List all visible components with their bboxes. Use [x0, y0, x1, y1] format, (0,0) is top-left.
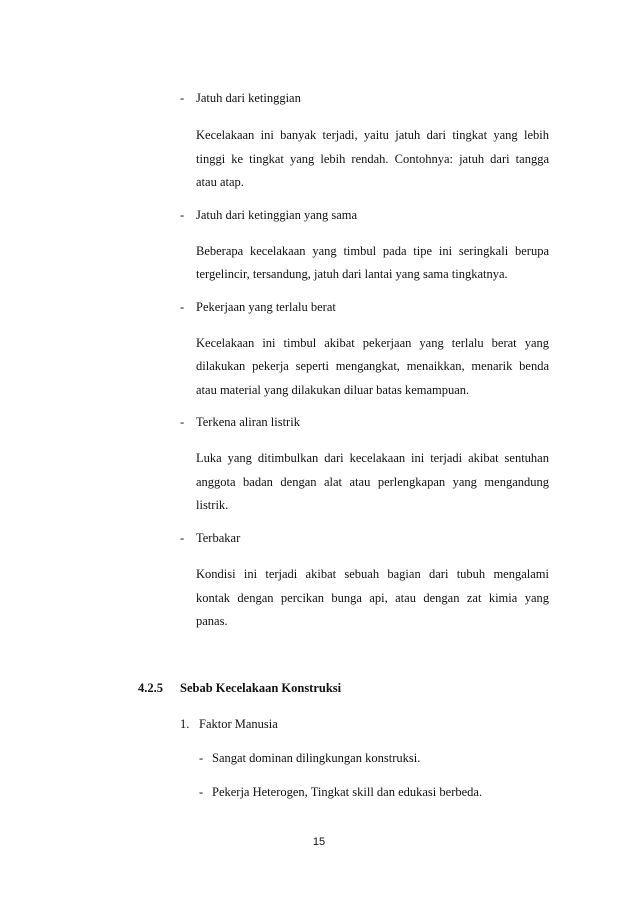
- paragraph-line: Beberapa kecelakaan yang timbul pada tipe ini seringkali berupa: [196, 244, 549, 258]
- paragraph-line: Kecelakaan ini timbul akibat pekerjaan yang terlalu berat yang: [196, 336, 549, 350]
- bullet-dash: -: [180, 300, 185, 314]
- factor-title: Faktor Manusia: [199, 717, 278, 731]
- factor-bullet: Pekerja Heterogen, Tingkat skill dan edukasi berbeda.: [212, 785, 483, 799]
- paragraph-line: panas.: [196, 614, 228, 628]
- factor-bullet: Sangat dominan dilingkungan konstruksi.: [212, 751, 421, 765]
- paragraph-line: Kondisi ini terjadi akibat sebuah bagian dari tubuh mengalami: [196, 567, 549, 581]
- paragraph-line: anggota badan dengan alat atau perlengkapan yang mengandung: [196, 475, 549, 489]
- factor-number: 1.: [180, 717, 190, 731]
- page-number: 15: [312, 836, 326, 848]
- section-number: 4.2.5: [138, 681, 163, 695]
- bullet-dash: -: [199, 751, 204, 765]
- bullet-dash: -: [180, 91, 185, 105]
- paragraph-line: atau material yang dilakukan diluar batas kemampuan.: [196, 383, 470, 397]
- item-heading: Pekerjaan yang terlalu berat: [196, 300, 336, 314]
- item-heading: Jatuh dari ketinggian yang sama: [196, 208, 358, 222]
- bullet-dash: -: [199, 785, 204, 799]
- section-title: Sebab Kecelakaan Konstruksi: [180, 681, 342, 695]
- item-heading: Terkena aliran listrik: [196, 415, 300, 429]
- paragraph-line: tergelincir, tersandung, jatuh dari lantai yang sama tingkatnya.: [196, 267, 508, 281]
- paragraph-line: dilakukan pekerja seperti mengangkat, menaikkan, menarik benda: [196, 359, 549, 373]
- bullet-dash: -: [180, 415, 185, 429]
- bullet-dash: -: [180, 531, 185, 545]
- bullet-dash: -: [180, 208, 185, 222]
- paragraph-line: atau atap.: [196, 175, 244, 189]
- paragraph-line: listrik.: [196, 498, 229, 512]
- item-heading: Terbakar: [196, 531, 241, 545]
- paragraph-line: kontak dengan percikan bunga api, atau dengan zat kimia yang: [196, 591, 549, 605]
- paragraph-line: Luka yang ditimbulkan dari kecelakaan ini terjadi akibat sentuhan: [196, 451, 549, 465]
- paragraph-line: tinggi ke tingkat yang lebih rendah. Contohnya: jatuh dari tangga: [196, 152, 549, 166]
- item-heading: Jatuh dari ketinggian: [196, 91, 301, 105]
- paragraph-line: Kecelakaan ini banyak terjadi, yaitu jatuh dari tingkat yang lebih: [196, 128, 549, 142]
